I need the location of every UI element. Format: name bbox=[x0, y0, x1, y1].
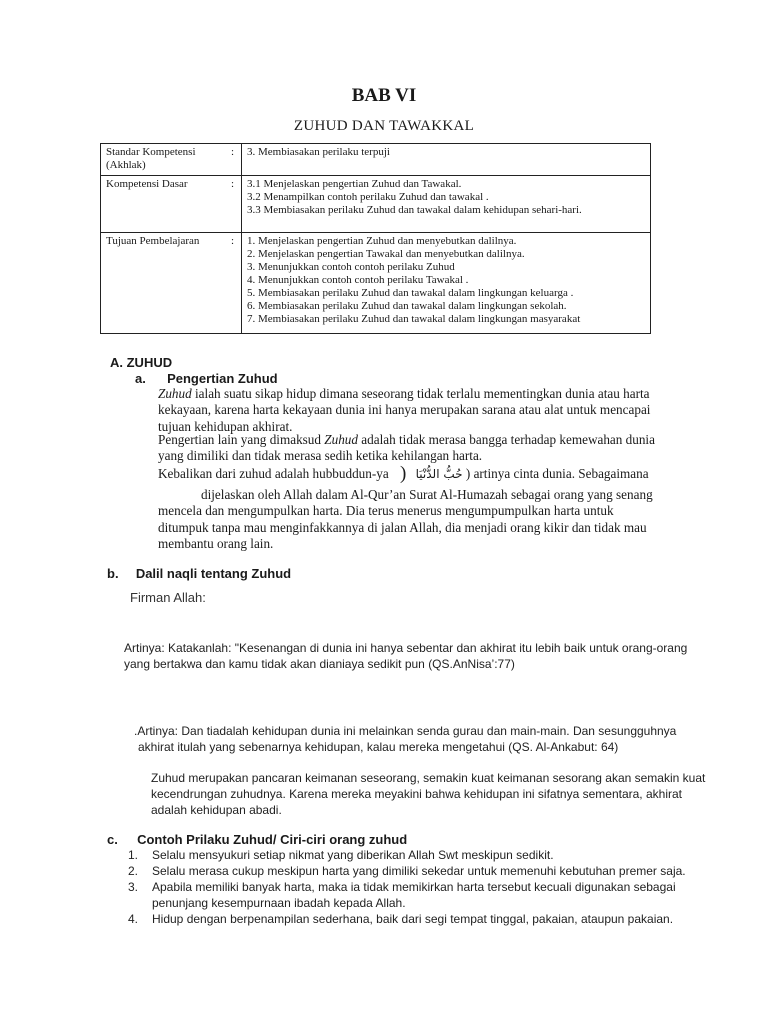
section-c-heading bbox=[107, 832, 407, 847]
translation-2 bbox=[134, 723, 676, 755]
close-bracket: ) bbox=[465, 466, 471, 481]
list-text: Selalu mensyukuri setiap nikmat yang diberikan Allah Swt meskipun sedikit. bbox=[152, 848, 554, 862]
table-colon-cell: : bbox=[231, 144, 242, 176]
arabic-hubbuddunya: حُبُّ الدُّنْيَا bbox=[415, 467, 463, 481]
table-label-cell bbox=[101, 233, 232, 334]
table-colon-cell: : bbox=[231, 233, 242, 334]
table-content-cell bbox=[242, 233, 651, 334]
section-c-title: Contoh Prilaku Zuhud/ Ciri-ciri orang zuhud bbox=[137, 832, 408, 847]
subsection-marker: a. bbox=[135, 371, 146, 386]
table-label-cell bbox=[101, 176, 232, 233]
table-content-cell bbox=[242, 176, 651, 233]
table-content-line: 3. Menunjukkan contoh contoh perilaku Zuhud bbox=[247, 261, 455, 273]
section-b-marker: b. bbox=[107, 566, 119, 581]
table-content-line: 5. Membiasakan perilaku Zuhud dan tawakal dalam lingkungan keluarga . bbox=[247, 287, 574, 299]
table-content-line: 3.1 Menjelaskan pengertian Zuhud dan Tawakal. bbox=[247, 178, 462, 190]
table-content-line: 3. Membiasakan perilaku terpuji bbox=[247, 146, 390, 158]
explanation-line: membantu orang lain. bbox=[158, 536, 274, 552]
section-b-title: Dalil naqli tentang Zuhud bbox=[135, 566, 292, 581]
explanation-line: mencela dan mengumpulkan harta. Dia terus menerus mengumpumpulkan harta untuk bbox=[158, 503, 614, 519]
competency-table bbox=[100, 143, 651, 334]
list-text: Apabila memiliki banyak harta, maka ia tidak memikirkan harta tersebut kecuali digunakan sebagai bbox=[152, 880, 676, 894]
list-text-continuation: penunjang kesempurnaan ibadah kepada Allah. bbox=[152, 896, 406, 910]
other-definition-paragraph bbox=[158, 432, 655, 465]
table-label-line: Tujuan Pembelajaran bbox=[106, 235, 200, 247]
list-item bbox=[128, 863, 686, 879]
list-number: 4. bbox=[128, 912, 139, 926]
table-content-line: 1. Menjelaskan pengertian Zuhud dan menyebutkan dalilnya. bbox=[247, 235, 517, 247]
table-label-cell bbox=[101, 144, 232, 176]
list-number: 1. bbox=[128, 848, 139, 862]
table-content-line: 7. Membiasakan perilaku Zuhud dan tawakal dalam lingkungan masyarakat bbox=[247, 313, 581, 325]
list-text: Hidup dengan berpenampilan sederhana, baik dari segi tempat tinggal, pakaian, ataupun pakaian. bbox=[152, 912, 674, 926]
explanation-line: dijelaskan oleh Allah dalam Al-Qur’an Surat Al-Humazah sebagai orang yang senang bbox=[201, 487, 653, 502]
section-a-heading: A. ZUHUD bbox=[110, 355, 173, 370]
table-row bbox=[101, 144, 651, 176]
list-text: Selalu merasa cukup meskipun harta yang dimiliki sekedar untuk memenuhi kebutuhan premer saja. bbox=[152, 864, 686, 878]
zuhud-explanation-line: adalah kehidupan abadi. bbox=[151, 803, 282, 817]
zuhud-explanation-line: Zuhud merupakan pancaran keimanan seseorang, semakin kuat keimanan sesorang akan semakin kuat bbox=[151, 771, 706, 785]
explanation-paragraph bbox=[158, 487, 653, 553]
zuhud-examples-list bbox=[128, 847, 686, 927]
list-item bbox=[128, 847, 686, 863]
open-bracket: ) bbox=[400, 463, 407, 484]
table-label-line: (Akhlak) bbox=[106, 159, 146, 171]
opposite-text: artinya cinta dunia. Sebagaimana bbox=[470, 466, 649, 481]
definition-line: ialah suatu sikap hidup dimana seseorang tidak terlalu mementingkan dunia atau harta bbox=[191, 386, 650, 401]
subsection-a-heading bbox=[135, 371, 278, 386]
table-content-line: 3.3 Membiasakan perilaku Zuhud dan tawakal dalam kehidupan sehari-hari. bbox=[247, 204, 582, 216]
zuhud-explanation bbox=[151, 770, 705, 818]
section-c-marker: c. bbox=[107, 832, 118, 847]
table-content-line: 4. Menunjukkan contoh contoh perilaku Tawakal . bbox=[247, 274, 469, 286]
definition-line: tujuan kehidupan akhirat. bbox=[158, 418, 293, 434]
table-label-line: Standar Kompetensi bbox=[106, 146, 196, 158]
table-row bbox=[101, 233, 651, 334]
opposite-line bbox=[158, 465, 649, 482]
translation-1 bbox=[124, 640, 687, 672]
list-number: 3. bbox=[128, 880, 139, 894]
subsection-title: Pengertian Zuhud bbox=[167, 371, 278, 386]
translation-line: yang bertakwa dan kamu tidak akan dianiaya sedikit pun (QS.AnNisa’:77) bbox=[124, 657, 515, 671]
other-definition-line: yang dimiliki dan tidak merasa sedih ketika kehilangan harta. bbox=[158, 448, 483, 464]
section-b-heading bbox=[107, 566, 291, 581]
table-content-line: 2. Menjelaskan pengertian Tawakal dan menyebutkan dalilnya. bbox=[247, 248, 525, 260]
table-content-line: 3.2 Menampilkan contoh perilaku Zuhud dan tawakal . bbox=[247, 191, 489, 203]
topic-title: ZUHUD DAN TAWAKKAL bbox=[293, 118, 475, 134]
chapter-title: BAB VI bbox=[351, 85, 417, 106]
table-content-line: 6. Membiasakan perilaku Zuhud dan tawakal dalam lingkungan sekolah. bbox=[247, 300, 567, 312]
translation-line: akhirat itulah yang sebenarnya kehidupan, kalau mereka mengetahui (QS. Al-Ankabut: 64) bbox=[138, 740, 619, 754]
list-item bbox=[128, 911, 686, 927]
opposite-text: Kebalikan dari zuhud adalah hubbuddun-ya bbox=[158, 466, 389, 481]
table-row bbox=[101, 176, 651, 233]
list-number: 2. bbox=[128, 864, 139, 878]
table-label-line: Kompetensi Dasar bbox=[106, 178, 188, 190]
table-content-cell bbox=[242, 144, 651, 176]
other-definition-line: Pengertian lain yang dimaksud bbox=[158, 432, 325, 447]
term-zuhud: Zuhud bbox=[158, 386, 192, 401]
definition-paragraph bbox=[158, 386, 650, 435]
zuhud-explanation-line: kecendrungan zuhudnya. Karena mereka meyakini bahwa kehidupan ini sifatnya sementara, akhirat bbox=[151, 787, 682, 801]
other-definition-line: adalah tidak merasa bangga terhadap kemewahan dunia bbox=[358, 432, 655, 447]
translation-line: .Artinya: Dan tiadalah kehidupan dunia ini melainkan senda gurau dan main-main. Dan sesungguhnya bbox=[134, 724, 677, 738]
term-zuhud: Zuhud bbox=[324, 432, 358, 447]
list-item bbox=[128, 879, 686, 895]
translation-line: Artinya: Katakanlah: "Kesenangan di dunia ini hanya sebentar dan akhirat itu lebih baik untuk orang-orang bbox=[124, 641, 688, 655]
explanation-line: ditumpuk tanpa mau menginfakkannya di jalan Allah, dia menjadi orang kikir dan tidak mau bbox=[158, 519, 647, 535]
definition-line: kekayaan, karena harta kekayaan dunia ini hanya merupakan sarana atau alat untuk mencapai bbox=[158, 402, 651, 418]
table-colon-cell: : bbox=[231, 176, 242, 233]
firman-label: Firman Allah: bbox=[130, 590, 206, 605]
